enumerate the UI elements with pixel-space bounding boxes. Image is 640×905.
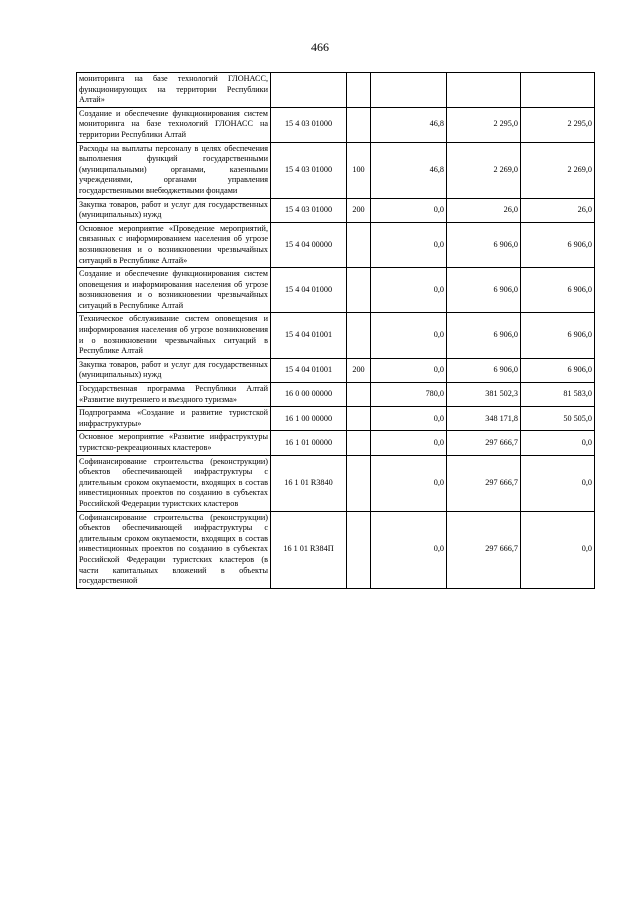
row-value-2: 26,0: [447, 198, 521, 222]
row-value-2: [447, 73, 521, 108]
table-row: [77, 407, 595, 431]
row-description: Создание и обеспечение функционирования систем оповещения и информирования населения об угрозе возникновения и о возникновении чрезвычайных ситуаций в Республике Алтай: [77, 268, 271, 313]
page-number: 466: [311, 40, 329, 54]
row-target-code: 15 4 03 01000: [271, 198, 347, 222]
row-value-1: 46,8: [371, 107, 447, 142]
row-expense-type: 200: [347, 198, 371, 222]
row-value-3: 6 906,0: [521, 222, 595, 267]
row-description: Закупка товаров, работ и услуг для государственных (муниципальных) нужд: [77, 358, 271, 382]
row-target-code: 15 4 03 01000: [271, 142, 347, 198]
row-value-1: 0,0: [371, 511, 447, 588]
table-row: [77, 383, 595, 407]
row-expense-type: [347, 107, 371, 142]
row-value-3: 2 295,0: [521, 107, 595, 142]
row-value-1: 46,8: [371, 142, 447, 198]
row-value-3: 6 906,0: [521, 358, 595, 382]
row-value-1: 0,0: [371, 268, 447, 313]
row-value-2: 6 906,0: [447, 358, 521, 382]
table-row: [77, 73, 595, 108]
row-value-1: 0,0: [371, 313, 447, 358]
row-expense-type: [347, 268, 371, 313]
row-value-2: 6 906,0: [447, 313, 521, 358]
row-value-2: 2 269,0: [447, 142, 521, 198]
table-row: [77, 313, 595, 358]
row-expense-type: 200: [347, 358, 371, 382]
budget-table: [76, 72, 595, 589]
row-value-2: 381 502,3: [447, 383, 521, 407]
row-description: мониторинга на базе технологий ГЛОНАСС, функционирующих на территории Республики Алтай»: [77, 73, 271, 108]
row-value-1: 0,0: [371, 407, 447, 431]
row-value-1: 780,0: [371, 383, 447, 407]
row-description: Государственная программа Республики Алтай «Развитие внутреннего и въездного туризма»: [77, 383, 271, 407]
row-value-2: 6 906,0: [447, 268, 521, 313]
row-target-code: 16 1 01 R3840: [271, 455, 347, 511]
row-expense-type: [347, 222, 371, 267]
row-expense-type: [347, 511, 371, 588]
row-value-3: 0,0: [521, 511, 595, 588]
table-row: [77, 107, 595, 142]
row-target-code: 16 1 00 00000: [271, 407, 347, 431]
row-expense-type: [347, 431, 371, 455]
row-value-1: 0,0: [371, 198, 447, 222]
row-value-1: 0,0: [371, 222, 447, 267]
row-value-2: 2 295,0: [447, 107, 521, 142]
row-expense-type: [347, 73, 371, 108]
row-expense-type: [347, 383, 371, 407]
row-value-1: [371, 73, 447, 108]
row-target-code: 15 4 03 01000: [271, 107, 347, 142]
table-row: [77, 198, 595, 222]
table-row: [77, 455, 595, 511]
row-description: Расходы на выплаты персоналу в целях обеспечения выполнения функций государственными (муниципальными) органами, казенными учреждениями, органами управления государственными внебюджетными фондами: [77, 142, 271, 198]
row-target-code: 15 4 04 01001: [271, 313, 347, 358]
row-value-2: 6 906,0: [447, 222, 521, 267]
row-value-2: 348 171,8: [447, 407, 521, 431]
row-target-code: [271, 73, 347, 108]
row-expense-type: [347, 455, 371, 511]
row-target-code: 15 4 04 01000: [271, 268, 347, 313]
row-value-1: 0,0: [371, 431, 447, 455]
row-value-3: 50 505,0: [521, 407, 595, 431]
row-description: Основное мероприятие «Развитие инфраструктуры туристско-рекреационных кластеров»: [77, 431, 271, 455]
table-row: [77, 222, 595, 267]
table-row: [77, 511, 595, 588]
row-target-code: 15 4 04 01001: [271, 358, 347, 382]
table-row: [77, 358, 595, 382]
row-value-3: 6 906,0: [521, 268, 595, 313]
row-value-2: 297 666,7: [447, 455, 521, 511]
row-value-3: 26,0: [521, 198, 595, 222]
row-target-code: 16 1 01 R384П: [271, 511, 347, 588]
table-row: [77, 142, 595, 198]
row-value-3: 0,0: [521, 455, 595, 511]
row-value-3: 2 269,0: [521, 142, 595, 198]
row-description: Софинансирование строительства (реконструкции) объектов обеспечивающей инфраструктуры с длительным сроком окупаемости, входящих в состав инвестиционных проектов по созданию в субъектах Российской Федерации туристских кластеров (в части капитальных вложений в объекты государственной: [77, 511, 271, 588]
table-row: [77, 431, 595, 455]
row-expense-type: 100: [347, 142, 371, 198]
row-target-code: 15 4 04 00000: [271, 222, 347, 267]
row-value-3: [521, 73, 595, 108]
row-expense-type: [347, 313, 371, 358]
row-target-code: 16 1 01 00000: [271, 431, 347, 455]
row-description: Софинансирование строительства (реконструкции) объектов обеспечивающей инфраструктуры с длительным сроком окупаемости, входящих в состав инвестиционных проектов по созданию в субъектах Российской Федерации туристских кластеров: [77, 455, 271, 511]
row-target-code: 16 0 00 00000: [271, 383, 347, 407]
row-value-2: 297 666,7: [447, 511, 521, 588]
row-value-1: 0,0: [371, 358, 447, 382]
row-description: Создание и обеспечение функционирования систем мониторинга на базе технологий ГЛОНАСС на территории Республики Алтай: [77, 107, 271, 142]
row-value-3: 0,0: [521, 431, 595, 455]
row-description: Основное мероприятие «Проведение мероприятий, связанных с информированием населения об угрозе возникновения и о возникновении чрезвычайных ситуаций в Республике Алтай»: [77, 222, 271, 267]
table-row: [77, 268, 595, 313]
row-description: Подпрограмма «Создание и развитие туристской инфраструктуры»: [77, 407, 271, 431]
row-expense-type: [347, 407, 371, 431]
row-value-1: 0,0: [371, 455, 447, 511]
row-value-3: 6 906,0: [521, 313, 595, 358]
row-value-2: 297 666,7: [447, 431, 521, 455]
row-value-3: 81 583,0: [521, 383, 595, 407]
row-description: Техническое обслуживание систем оповещения и информирования населения об угрозе возникновения и о возникновении чрезвычайных ситуаций в Республике Алтай: [77, 313, 271, 358]
row-description: Закупка товаров, работ и услуг для государственных (муниципальных) нужд: [77, 198, 271, 222]
